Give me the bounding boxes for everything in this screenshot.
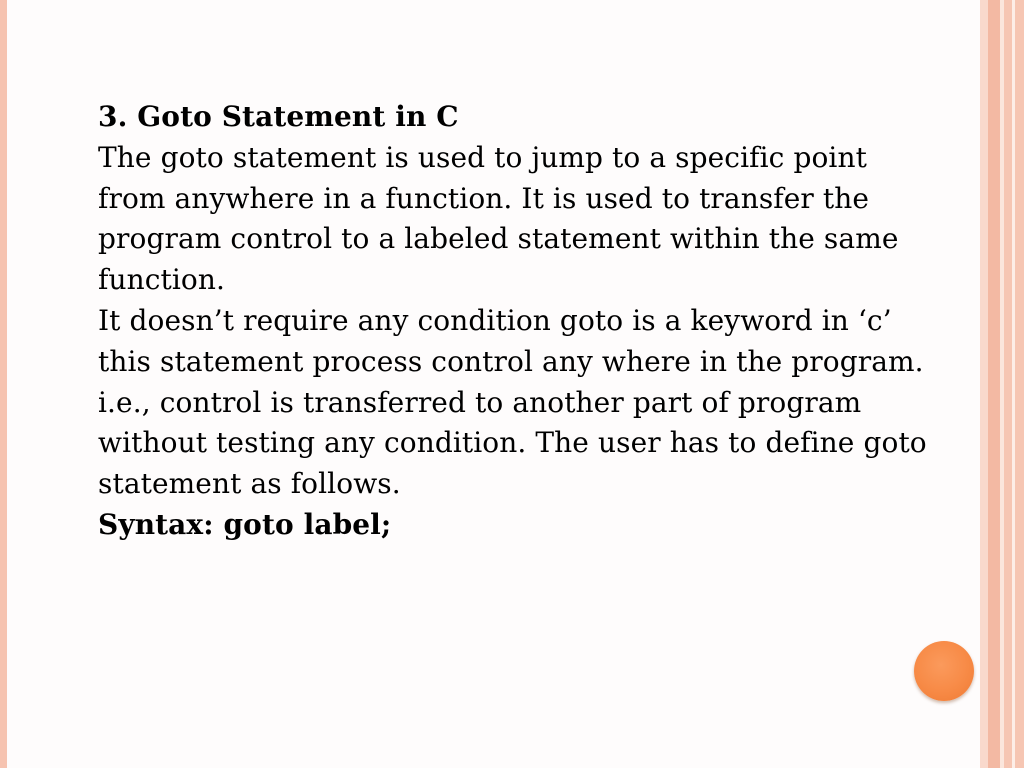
body-paragraph-2: It doesn’t require any condition goto is a keyword in ‘c’ this statement process control any where in the program. i.e., control is transferred to another part of program without testing any condition. The user has to define goto statement as follows. xyxy=(98,303,927,501)
right-accent-band xyxy=(980,0,988,768)
left-accent-stripe xyxy=(0,0,7,768)
syntax-line: Syntax: goto label; xyxy=(98,507,392,541)
right-accent-band xyxy=(1012,0,1015,768)
right-accent-band xyxy=(988,0,1000,768)
orange-circle-decoration xyxy=(914,641,974,701)
slide-heading: 3. Goto Statement in C xyxy=(98,100,459,133)
body-paragraph-1: The goto statement is used to jump to a specific point from anywhere in a function. It is used to transfer the program control to a labeled statement within the same function. xyxy=(98,140,899,297)
slide-body xyxy=(98,97,928,546)
